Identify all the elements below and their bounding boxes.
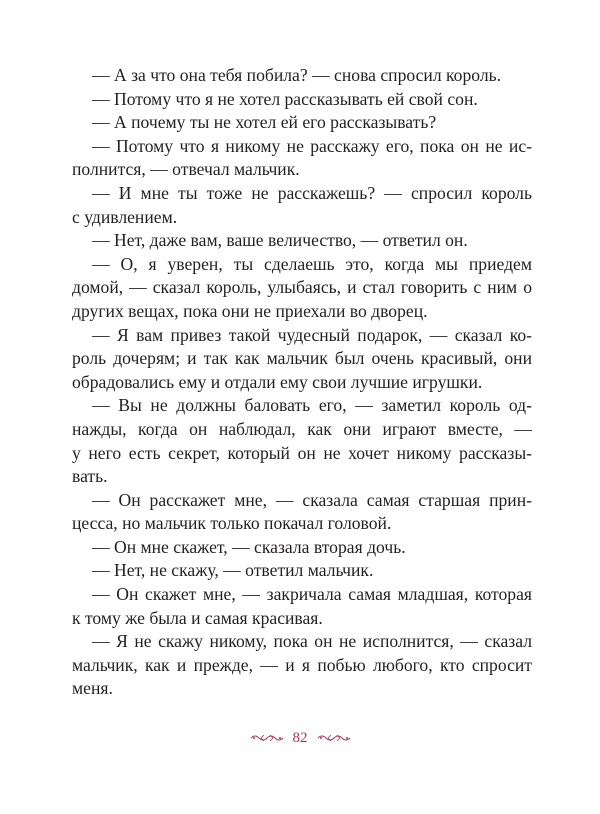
text-line: других вещах, пока они не приехали во дворец. (72, 300, 428, 321)
text-line: к тому же была и самая красивая. (72, 607, 323, 628)
page-footer (0, 726, 600, 750)
text-line: обрадовались ему и отдали ему свои лучшие игрушки. (72, 371, 483, 392)
text-line: — А почему ты не хотел ей его рассказывать? (92, 112, 437, 133)
text-line: — Потому что я никому не расскажу его, пока он не ис- (92, 135, 532, 156)
text-line: с удивлением. (72, 206, 178, 227)
text-line: меня. (72, 678, 113, 699)
text-line: полнится, — отвечал мальчик. (72, 159, 300, 180)
text-line: — Он мне скажет, — сказала вторая дочь. (92, 536, 406, 557)
text-line: — Потому что я не хотел рассказывать ей свой сон. (92, 88, 478, 109)
text-line: нажды, когда он наблюдал, как они играют вместе, — (72, 418, 532, 439)
text-line: — Он скажет мне, — закричала самая младшая, которая (92, 584, 532, 605)
text-line: — А за что она тебя побила? — снова спросил король. (92, 65, 502, 85)
text-line: у него есть секрет, который он не хочет никому рассказы- (72, 442, 532, 463)
text-line: мальчик, как и прежде, — и я побью любого, кто спросит (72, 654, 532, 675)
text-line: — Нет, даже вам, ваше величество, — ответил он. (92, 230, 468, 251)
left-ornament-icon (249, 733, 285, 743)
text-line: вать. (72, 466, 108, 487)
text-line: — Он расскажет мне, — сказала самая старшая прин- (92, 489, 532, 510)
text-line: домой, — сказал король, улыбаясь, и стал говорить с ним о (72, 277, 532, 298)
text-line: — Вы не должны баловать его, — заметил король од- (92, 395, 532, 416)
text-line: — И мне ты тоже не расскажешь? — спросил король (92, 182, 532, 203)
text-line: — Я не скажу никому, пока он не исполнится, — сказал (92, 631, 532, 652)
text-line: роль дочерям; и так как мальчик был очень красивый, они (72, 348, 532, 369)
text-line: цесса, но мальчик только покачал головой. (72, 513, 392, 534)
text-line: — Нет, не скажу, — ответил мальчик. (92, 560, 374, 581)
page-number: 82 (292, 730, 308, 746)
text-line: — О, я уверен, ты сделаешь это, когда мы приедем (92, 253, 532, 274)
right-ornament-icon (316, 733, 352, 743)
body-text (72, 64, 532, 701)
text-line: — Я вам привез такой чудесный подарок, — сказал ко- (92, 324, 532, 345)
